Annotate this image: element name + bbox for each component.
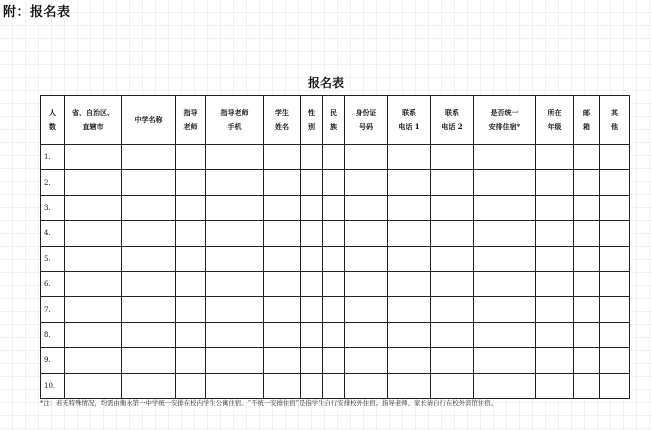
table-cell[interactable] <box>345 322 388 347</box>
table-cell[interactable] <box>431 221 474 246</box>
table-cell[interactable] <box>65 348 122 373</box>
column-header: 是否统一 安排住宿* <box>474 96 536 145</box>
table-cell[interactable] <box>65 271 122 296</box>
table-cell[interactable] <box>574 297 600 322</box>
table-cell[interactable] <box>206 348 264 373</box>
form-title: 报名表 <box>307 76 344 90</box>
table-cell[interactable] <box>323 271 345 296</box>
table-cell[interactable] <box>474 271 536 296</box>
table-cell[interactable] <box>206 195 264 220</box>
table-cell[interactable] <box>301 297 323 322</box>
table-cell[interactable] <box>301 246 323 271</box>
table-cell[interactable] <box>206 145 264 170</box>
table-cell[interactable] <box>345 348 388 373</box>
row-number: 10. <box>41 373 65 398</box>
table-cell[interactable] <box>122 221 176 246</box>
table-cell[interactable] <box>536 348 574 373</box>
table-cell[interactable] <box>301 322 323 347</box>
table-cell[interactable] <box>474 348 536 373</box>
table-cell[interactable] <box>474 221 536 246</box>
table-cell[interactable] <box>323 145 345 170</box>
table-cell[interactable] <box>323 246 345 271</box>
table-cell[interactable] <box>431 145 474 170</box>
table-row <box>41 246 630 271</box>
table-cell[interactable] <box>65 195 122 220</box>
table-cell[interactable] <box>345 271 388 296</box>
row-number: 5. <box>41 246 65 271</box>
table-cell[interactable] <box>388 271 431 296</box>
table-cell[interactable] <box>206 246 264 271</box>
table-cell[interactable] <box>65 145 122 170</box>
table-cell[interactable] <box>206 170 264 195</box>
table-header-row <box>41 96 630 145</box>
table-cell[interactable] <box>264 297 301 322</box>
table-cell[interactable] <box>536 271 574 296</box>
column-header: 性 别 <box>301 96 323 145</box>
table-cell[interactable] <box>206 322 264 347</box>
table-cell[interactable] <box>600 170 630 195</box>
table-cell[interactable] <box>574 246 600 271</box>
table-cell[interactable] <box>176 348 206 373</box>
table-cell[interactable] <box>536 170 574 195</box>
table-cell[interactable] <box>345 195 388 220</box>
column-header: 联系 电话 2 <box>431 96 474 145</box>
table-cell[interactable] <box>264 348 301 373</box>
table-row <box>41 297 630 322</box>
table-cell[interactable] <box>65 170 122 195</box>
appendix-heading: 附：报名表 <box>3 5 71 20</box>
row-number: 9. <box>41 348 65 373</box>
table-cell[interactable] <box>206 271 264 296</box>
table-cell[interactable] <box>474 145 536 170</box>
table-cell[interactable] <box>536 246 574 271</box>
row-number: 3. <box>41 195 65 220</box>
table-cell[interactable] <box>323 322 345 347</box>
table-cell[interactable] <box>431 271 474 296</box>
table-cell[interactable] <box>65 221 122 246</box>
table-cell[interactable] <box>176 271 206 296</box>
row-number: 6. <box>41 271 65 296</box>
column-header: 中学名称 <box>122 96 176 145</box>
table-cell[interactable] <box>431 195 474 220</box>
table-cell[interactable] <box>206 373 264 398</box>
table-cell[interactable] <box>536 195 574 220</box>
column-header: 所在 年级 <box>536 96 574 145</box>
table-cell[interactable] <box>301 221 323 246</box>
table-cell[interactable] <box>122 246 176 271</box>
table-cell[interactable] <box>301 195 323 220</box>
table-cell[interactable] <box>431 246 474 271</box>
column-header: 民 族 <box>323 96 345 145</box>
table-cell[interactable] <box>176 145 206 170</box>
table-cell[interactable] <box>388 145 431 170</box>
table-cell[interactable] <box>323 195 345 220</box>
row-number: 1. <box>41 145 65 170</box>
table-cell[interactable] <box>536 373 574 398</box>
table-cell[interactable] <box>264 221 301 246</box>
table-cell[interactable] <box>574 322 600 347</box>
column-header: 联系 电话 1 <box>388 96 431 145</box>
table-cell[interactable] <box>122 348 176 373</box>
table-cell[interactable] <box>536 145 574 170</box>
table-cell[interactable] <box>388 195 431 220</box>
table-cell[interactable] <box>388 246 431 271</box>
table-cell[interactable] <box>122 170 176 195</box>
table-cell[interactable] <box>474 297 536 322</box>
table-cell[interactable] <box>474 322 536 347</box>
table-cell[interactable] <box>600 373 630 398</box>
table-cell[interactable] <box>536 322 574 347</box>
column-header: 邮 箱 <box>574 96 600 145</box>
row-number: 2. <box>41 170 65 195</box>
registration-table <box>40 95 630 399</box>
table-row <box>41 170 630 195</box>
table-row <box>41 373 630 398</box>
table-cell[interactable] <box>431 297 474 322</box>
table-cell[interactable] <box>474 246 536 271</box>
table-cell[interactable] <box>323 221 345 246</box>
table-cell[interactable] <box>574 170 600 195</box>
table-cell[interactable] <box>122 195 176 220</box>
table-cell[interactable] <box>574 348 600 373</box>
table-cell[interactable] <box>388 297 431 322</box>
table-cell[interactable] <box>388 221 431 246</box>
column-header: 身份证 号码 <box>345 96 388 145</box>
table-cell[interactable] <box>323 170 345 195</box>
table-row <box>41 322 630 347</box>
table-cell[interactable] <box>600 297 630 322</box>
table-cell[interactable] <box>345 373 388 398</box>
table-cell[interactable] <box>301 348 323 373</box>
table-cell[interactable] <box>176 221 206 246</box>
table-cell[interactable] <box>206 221 264 246</box>
table-cell[interactable] <box>536 221 574 246</box>
table-cell[interactable] <box>65 373 122 398</box>
table-cell[interactable] <box>600 246 630 271</box>
table-cell[interactable] <box>574 221 600 246</box>
table-cell[interactable] <box>301 271 323 296</box>
table-cell[interactable] <box>345 246 388 271</box>
table-cell[interactable] <box>65 297 122 322</box>
table-cell[interactable] <box>264 373 301 398</box>
table-cell[interactable] <box>431 170 474 195</box>
table-cell[interactable] <box>345 221 388 246</box>
table-cell[interactable] <box>431 322 474 347</box>
table-cell[interactable] <box>301 170 323 195</box>
table-row <box>41 271 630 296</box>
column-header: 指导老师 手机 <box>206 96 264 145</box>
table-cell[interactable] <box>474 195 536 220</box>
table-row <box>41 195 630 220</box>
table-cell[interactable] <box>122 145 176 170</box>
table-cell[interactable] <box>301 373 323 398</box>
table-cell[interactable] <box>345 145 388 170</box>
table-cell[interactable] <box>574 195 600 220</box>
table-cell[interactable] <box>122 271 176 296</box>
column-header: 人 数 <box>41 96 65 145</box>
table-cell[interactable] <box>301 145 323 170</box>
row-number: 4. <box>41 221 65 246</box>
table-cell[interactable] <box>388 348 431 373</box>
table-cell[interactable] <box>574 145 600 170</box>
table-cell[interactable] <box>264 322 301 347</box>
table-cell[interactable] <box>176 322 206 347</box>
table-cell[interactable] <box>574 373 600 398</box>
column-header: 指导 老师 <box>176 96 206 145</box>
table-row <box>41 145 630 170</box>
table-cell[interactable] <box>264 145 301 170</box>
table-cell[interactable] <box>264 170 301 195</box>
table-cell[interactable] <box>388 373 431 398</box>
table-cell[interactable] <box>600 348 630 373</box>
table-cell[interactable] <box>176 246 206 271</box>
table-cell[interactable] <box>176 297 206 322</box>
table-cell[interactable] <box>264 246 301 271</box>
table-cell[interactable] <box>264 271 301 296</box>
table-cell[interactable] <box>600 322 630 347</box>
table-cell[interactable] <box>600 271 630 296</box>
table-cell[interactable] <box>536 297 574 322</box>
table-cell[interactable] <box>122 322 176 347</box>
table-cell[interactable] <box>600 145 630 170</box>
table-cell[interactable] <box>65 246 122 271</box>
table-cell[interactable] <box>176 170 206 195</box>
row-number: 7. <box>41 297 65 322</box>
table-cell[interactable] <box>65 322 122 347</box>
column-header: 学生 姓名 <box>264 96 301 145</box>
column-header: 省、自治区、 直辖市 <box>65 96 122 145</box>
table-row <box>41 221 630 246</box>
table-cell[interactable] <box>474 170 536 195</box>
table-cell[interactable] <box>323 373 345 398</box>
row-number: 8. <box>41 322 65 347</box>
table-cell[interactable] <box>388 322 431 347</box>
table-cell[interactable] <box>431 373 474 398</box>
table-cell[interactable] <box>388 170 431 195</box>
table-cell[interactable] <box>600 195 630 220</box>
table-cell[interactable] <box>206 297 264 322</box>
table-cell[interactable] <box>345 170 388 195</box>
table-cell[interactable] <box>176 373 206 398</box>
table-row <box>41 348 630 373</box>
table-cell[interactable] <box>122 373 176 398</box>
table-cell[interactable] <box>345 297 388 322</box>
table-cell[interactable] <box>474 373 536 398</box>
table-cell[interactable] <box>264 195 301 220</box>
table-cell[interactable] <box>600 221 630 246</box>
table-cell[interactable] <box>323 297 345 322</box>
table-cell[interactable] <box>431 348 474 373</box>
table-cell[interactable] <box>122 297 176 322</box>
table-cell[interactable] <box>574 271 600 296</box>
table-cell[interactable] <box>323 348 345 373</box>
footnote: *注：若无特殊情况，均需由衡水第一中学统一安排在校内学生公寓住宿。“不统一安排住宿”是指学生自行安排校外住宿。指导老师、家长请自行在校外宾馆住宿。 <box>40 399 498 407</box>
table-cell[interactable] <box>176 195 206 220</box>
column-header: 其 他 <box>600 96 630 145</box>
